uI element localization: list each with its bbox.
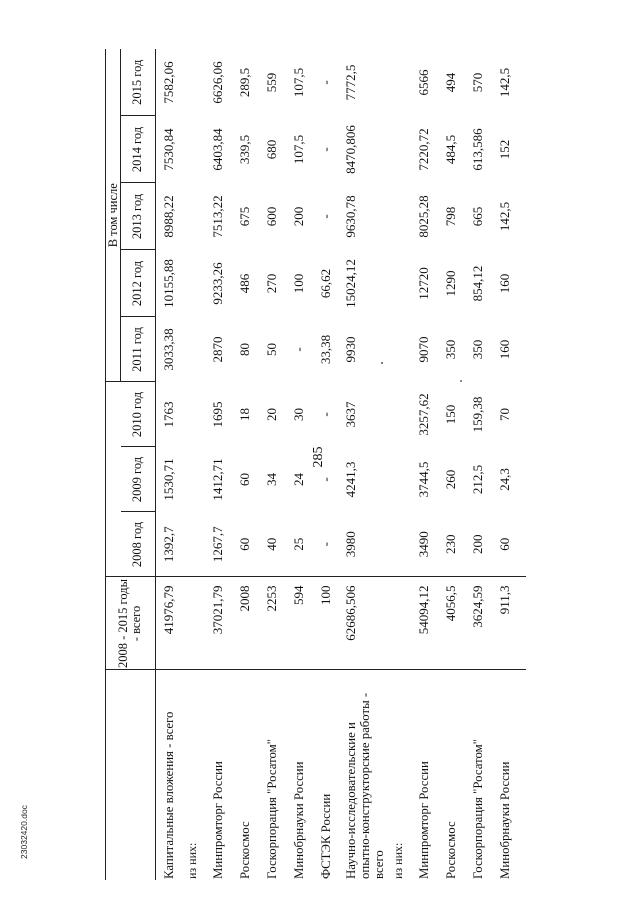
year-value-cell: 665: [470, 206, 485, 227]
year-value-cell: [388, 250, 411, 317]
year-value-cell: 1290: [443, 270, 458, 297]
year-value-cell: 8025,28: [416, 195, 431, 238]
year-value-cell: 2870: [210, 336, 225, 363]
year-value-cell: 600: [264, 206, 279, 227]
year-value-cell: 1530,71: [160, 458, 176, 501]
year-value-cell: -: [318, 80, 333, 85]
row-label: Минобрнауки России: [492, 670, 526, 880]
year-value-cell: -: [318, 542, 333, 547]
year-value-cell: 270: [264, 273, 279, 294]
year-value-cell: 350: [470, 339, 485, 360]
year-value-cell: 66,62: [318, 268, 333, 299]
year-value-cell: 150: [443, 404, 458, 425]
page-number: 285: [311, 446, 326, 468]
year-value-cell: 25: [291, 537, 306, 551]
year-value-cell: [388, 49, 411, 116]
year-value-cell: 50: [264, 342, 279, 356]
table-row: [313, 49, 340, 880]
year-value-cell: [388, 317, 411, 382]
header-year: 2009 год: [121, 447, 156, 512]
year-value-cell: 60: [237, 473, 252, 486]
header-year: 2014 год: [121, 116, 156, 183]
year-value-cell: 34: [264, 473, 279, 486]
year-value-cell: 152: [497, 139, 512, 160]
header-year: 2011 год: [121, 317, 156, 382]
year-value-cell: 100: [291, 273, 306, 294]
row-total: 62686,506: [340, 577, 388, 670]
year-value-cell: 6403,84: [210, 128, 225, 171]
year-value-cell: 107,5: [291, 134, 306, 165]
table-row: [340, 49, 388, 880]
year-value-cell: 7772,5: [343, 64, 358, 101]
year-value-cell: 33,38: [318, 334, 333, 365]
year-value-cell: [182, 382, 205, 447]
year-value-cell: 160: [497, 339, 512, 360]
row-label: Госкорпорация "Росатом": [259, 670, 286, 880]
year-value-cell: 854,12: [470, 265, 485, 302]
year-value-cell: 60: [237, 537, 252, 551]
year-value-cell: [182, 317, 205, 382]
row-total: 594: [286, 577, 313, 670]
year-value-cell: -: [291, 347, 306, 352]
year-value-cell: 230: [443, 534, 458, 554]
header-label-cell: [106, 670, 156, 880]
table-row: [182, 49, 205, 880]
year-value-cell: 212,5: [470, 464, 485, 495]
year-value-cell: 6566: [416, 69, 431, 96]
year-value-cell: [182, 116, 205, 183]
table-body: [155, 49, 526, 880]
year-value-cell: 3744,5: [416, 461, 431, 498]
year-value-cell: [388, 382, 411, 447]
year-value-cell: 30: [291, 408, 306, 421]
year-value-cell: 10155,88: [160, 259, 176, 308]
table-row: [259, 49, 286, 880]
year-value-cell: 20: [264, 408, 279, 421]
year-value-cell: 6626,06: [210, 61, 225, 104]
year-value-cell: 486: [237, 273, 252, 294]
row-total: 2253: [259, 577, 286, 670]
row-label: из них:: [388, 670, 411, 880]
year-value-cell: 1763: [160, 401, 176, 428]
year-value-cell: 8988,22: [160, 195, 176, 238]
table-row: [388, 49, 411, 880]
row-label: из них:: [182, 670, 205, 880]
table-row: [492, 49, 526, 880]
row-label: Минпромторг России: [411, 670, 438, 880]
year-value-cell: 107,5: [291, 67, 306, 98]
year-value-cell: 7530,84: [160, 128, 176, 171]
year-value-cell: 289,5: [237, 67, 252, 98]
year-value-cell: 60: [497, 537, 512, 551]
table-row: [438, 49, 465, 880]
year-value-cell: [182, 512, 205, 577]
year-value-cell: 680: [264, 139, 279, 160]
year-value-cell: 484,5: [443, 134, 458, 165]
header-year: 2010 год: [121, 382, 156, 447]
year-value-cell: 798: [443, 206, 458, 227]
table-row: [205, 49, 232, 880]
header-year: 2012 год: [121, 250, 156, 317]
year-value-cell: 3980: [343, 531, 358, 558]
year-value-cell: 559: [264, 72, 279, 93]
year-value-cell: [182, 250, 205, 317]
year-value-cell: 1412,71: [210, 458, 225, 501]
year-value-cell: 3257,62: [416, 393, 431, 436]
year-value-cell: -: [318, 412, 333, 417]
year-value-cell: [182, 183, 205, 250]
year-value-cell: 200: [291, 206, 306, 227]
year-value-cell: 24,3: [497, 468, 512, 491]
year-value-cell: 40: [264, 537, 279, 551]
row-label: ФСТЭК России: [313, 670, 340, 880]
year-value-cell: 24: [291, 473, 306, 486]
year-value-cell: 3637: [343, 401, 358, 428]
year-value-cell: 1267,7: [210, 526, 225, 563]
row-label: Госкорпорация "Росатом": [465, 670, 492, 880]
scan-speck: [381, 362, 383, 364]
year-value-cell: 3033,38: [160, 328, 176, 371]
row-total: 3624,59: [465, 577, 492, 670]
table-row: [232, 49, 259, 880]
year-value-cell: 142,5: [497, 201, 512, 232]
year-value-cell: 339,5: [237, 134, 252, 165]
year-value-cell: 9930: [343, 336, 358, 363]
row-total: 100: [313, 577, 340, 670]
header-year: 2008 год: [121, 512, 156, 577]
year-value-cell: 8470,806: [343, 125, 358, 174]
year-value-cell: 7513,22: [210, 195, 225, 238]
row-total: 41976,79: [155, 577, 182, 670]
year-value-cell: 350: [443, 339, 458, 360]
table-row: [286, 49, 313, 880]
year-value-cell: 9070: [416, 336, 431, 363]
year-value-cell: 200: [470, 534, 485, 554]
year-value-cell: 9630,78: [343, 195, 358, 238]
row-total: 4056,5: [438, 577, 465, 670]
year-value-cell: [388, 447, 411, 512]
year-value-cell: 12720: [416, 267, 431, 300]
row-total: 37021,79: [205, 577, 232, 670]
year-value-cell: 18: [237, 408, 252, 421]
header-in-that-number: В том числе: [106, 49, 121, 382]
year-value-cell: 1392,7: [160, 526, 176, 563]
year-value-cell: 613,586: [470, 128, 485, 171]
year-value-cell: 7582,06: [160, 61, 176, 104]
table-row: [155, 49, 182, 880]
year-value-cell: [388, 183, 411, 250]
year-value-cell: 675: [237, 206, 252, 227]
year-value-cell: 160: [497, 273, 512, 294]
row-total: 2008: [232, 577, 259, 670]
row-total: 911,3: [492, 577, 526, 670]
row-label: Минобрнауки России: [286, 670, 313, 880]
row-label: Капитальные вложения - всего: [155, 670, 182, 880]
row-label: Научно-исследовательские и опытно-конструкторские работы - всего: [340, 670, 388, 880]
row-total: 54094,12: [411, 577, 438, 670]
header-total: 2008 - 2015 годы - всего: [106, 577, 156, 670]
year-value-cell: [182, 49, 205, 116]
year-value-cell: -: [318, 147, 333, 152]
header-blank-group: [106, 382, 121, 577]
scan-speck: [460, 380, 462, 382]
year-value-cell: 159,38: [470, 396, 485, 433]
table-row: [411, 49, 438, 880]
year-value-cell: 7220,72: [416, 128, 431, 171]
year-value-cell: 80: [237, 342, 252, 356]
table-row: [465, 49, 492, 880]
year-value-cell: -: [318, 477, 333, 482]
year-value-cell: 1695: [210, 401, 225, 428]
year-value-cell: 494: [443, 72, 458, 93]
year-value-cell: -: [318, 214, 333, 219]
row-label: Минпромторг России: [205, 670, 232, 880]
year-value-cell: 15024,12: [343, 259, 358, 308]
year-value-cell: [388, 116, 411, 183]
rotated-table-container: [105, 55, 640, 880]
row-total: [182, 577, 205, 670]
year-value-cell: 4241,3: [343, 461, 358, 498]
year-value-cell: [388, 512, 411, 577]
document-id: 23032420.doc: [19, 805, 29, 859]
row-total: [388, 577, 411, 670]
row-label: Роскосмос: [232, 670, 259, 880]
year-value-cell: 9233,26: [210, 262, 225, 305]
row-label: Роскосмос: [438, 670, 465, 880]
year-value-cell: 260: [443, 469, 458, 490]
year-value-cell: 3490: [416, 531, 431, 558]
year-value-cell: 570: [470, 72, 485, 93]
year-value-cell: [182, 447, 205, 512]
header-year: 2015 год: [121, 49, 156, 116]
year-value-cell: 142,5: [497, 67, 512, 98]
header-year: 2013 год: [121, 183, 156, 250]
budget-table: [105, 49, 526, 880]
year-value-cell: 70: [497, 408, 512, 421]
